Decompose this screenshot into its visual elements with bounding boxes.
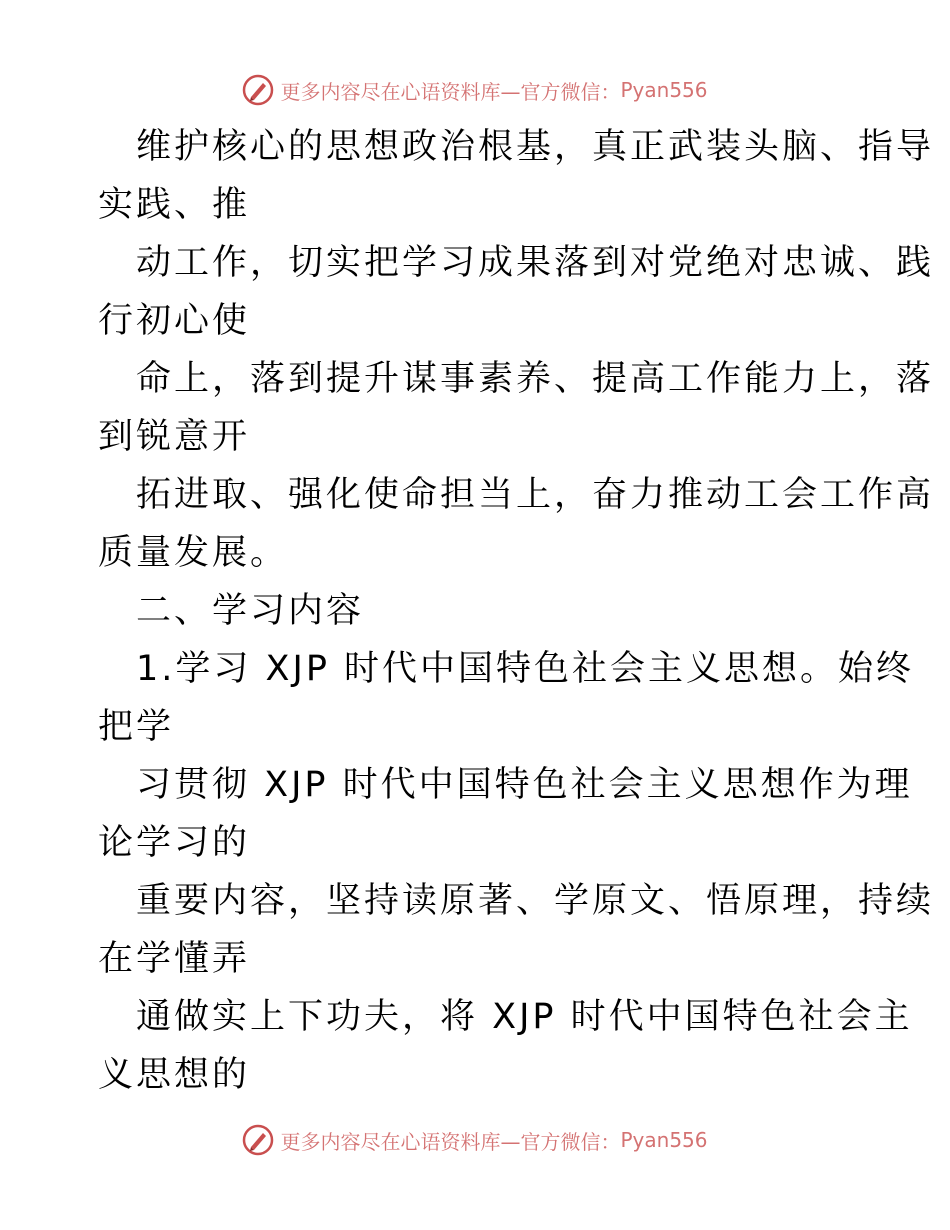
paragraph-line: 质量发展。 bbox=[98, 533, 289, 573]
paragraph-line: 把学 bbox=[98, 707, 175, 747]
section-heading bbox=[98, 582, 858, 640]
paragraph-line: 论学习的 bbox=[98, 823, 251, 863]
paragraph-line: 维护核心的思想政治根基，真正武装头脑、指导 bbox=[136, 127, 935, 167]
paragraph bbox=[98, 350, 935, 466]
paragraph bbox=[98, 466, 935, 582]
paragraph-line: 习贯彻 XJP 时代中国特色社会主义思想作为理 bbox=[136, 765, 913, 805]
paragraph-line: 在学懂弄 bbox=[98, 939, 251, 979]
header-banner-wechat-id: Pyan556 bbox=[620, 78, 708, 102]
header-banner-text: 更多内容尽在心语资料库—官方微信： bbox=[280, 79, 621, 104]
paragraph bbox=[98, 234, 935, 350]
paragraph bbox=[98, 756, 913, 872]
paragraph-line: 义思想的 bbox=[98, 1055, 251, 1095]
paragraph-line: 到锐意开 bbox=[98, 417, 251, 457]
paragraph-line: 命上，落到提升谋事素养、提高工作能力上，落 bbox=[136, 359, 935, 399]
footer-banner-wechat-id: Pyan556 bbox=[620, 1128, 708, 1152]
paragraph-line: 行初心使 bbox=[98, 301, 251, 341]
footer-banner bbox=[0, 1122, 950, 1158]
pen-logo-icon bbox=[242, 1124, 274, 1156]
paragraph-line: 1.学习 XJP 时代中国特色社会主义思想。始终 bbox=[136, 649, 915, 689]
section-heading-text: 二、学习内容 bbox=[136, 591, 365, 631]
paragraph-line: 实践、推 bbox=[98, 185, 251, 225]
paragraph bbox=[98, 118, 935, 234]
paragraph-line: 重要内容，坚持读原著、学原文、悟原理，持续 bbox=[136, 881, 935, 921]
document-body bbox=[98, 118, 935, 1104]
paragraph bbox=[98, 640, 915, 756]
paragraph-line: 动工作，切实把学习成果落到对党绝对忠诚、践 bbox=[136, 243, 935, 283]
footer-banner-text: 更多内容尽在心语资料库—官方微信： bbox=[280, 1129, 621, 1154]
pen-logo-icon bbox=[242, 74, 274, 106]
paragraph bbox=[98, 872, 935, 988]
header-banner bbox=[0, 72, 950, 108]
paragraph-line: 通做实上下功夫，将 XJP 时代中国特色社会主 bbox=[136, 997, 913, 1037]
paragraph bbox=[98, 988, 913, 1104]
paragraph-line: 拓进取、强化使命担当上，奋力推动工会工作高 bbox=[136, 475, 935, 515]
